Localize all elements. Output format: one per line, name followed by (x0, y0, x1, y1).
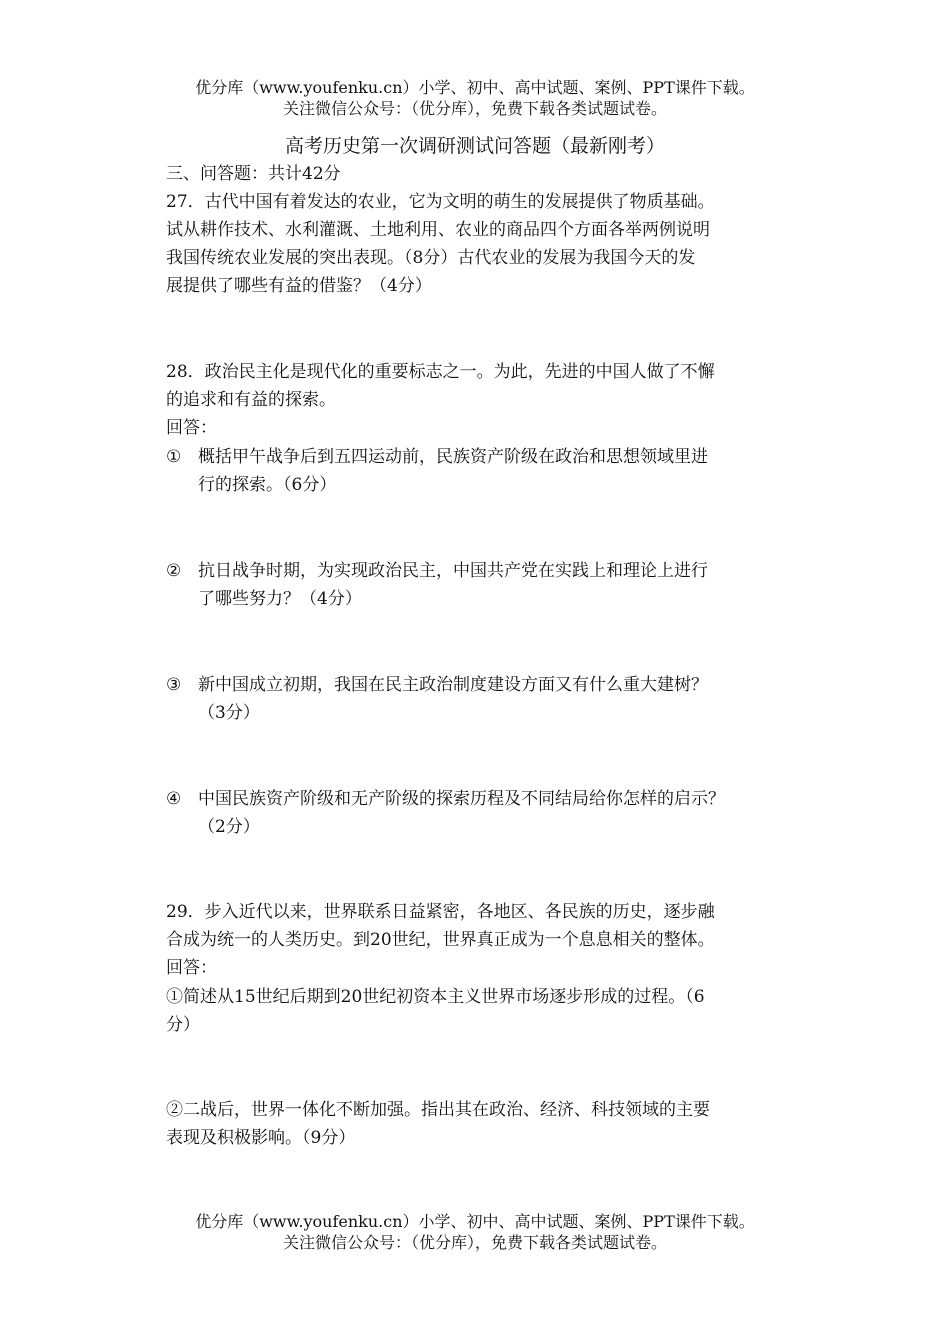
q28-item-4 (166, 785, 806, 841)
q29-item-2-line-2: 表现及积极影响。（9分） (166, 1128, 356, 1148)
q29-item-2-line-1: ②二战后，世界一体化不断加强。指出其在政治、经济、科技领域的主要 (166, 1100, 710, 1120)
q29-line-1: 29．步入近代以来，世界联系日益紧密，各地区、各民族的历史，逐步融 (166, 902, 715, 922)
q29-item-1-line-2: 分） (166, 1015, 200, 1035)
footer-line-2: 关注微信公众号：（优分库），免费下载各类试题试卷。 (282, 1233, 667, 1252)
q28-item-1 (166, 443, 806, 499)
q27-line-2: 试从耕作技术、水利灌溉、土地利用、农业的商品四个方面各举两例说明 (166, 220, 710, 240)
q28-item-1-line-1: 概括甲午战争后到五四运动前，民族资产阶级在政治和思想领域里进 (198, 447, 708, 467)
q28-item-3-line-2: （3分） (198, 703, 260, 723)
q28-item-1-line-2: 行的探索。（6分） (198, 475, 337, 495)
header-line-2: 关注微信公众号：（优分库），免费下载各类试题试卷。 (282, 99, 667, 118)
q29-answer-label: 回答： (166, 958, 217, 978)
q28-line-2: 的追求和有益的探索。 (166, 390, 336, 410)
q28-item-4-line-1: 中国民族资产阶级和无产阶级的探索历程及不同结局给你怎样的启示？ (198, 789, 725, 809)
q27-line-3: 我国传统农业发展的突出表现。（8分）古代农业的发展为我国今天的发 (166, 248, 696, 268)
item-marker: ③ (166, 675, 182, 695)
section-heading: 三、问答题：共计42分 (166, 164, 341, 184)
q27-line-1: 27．古代中国有着发达的农业，它为文明的萌生的发展提供了物质基础。 (166, 192, 715, 212)
q28-answer-label: 回答： (166, 418, 217, 438)
header-line-1: 优分库（www.youfenku.cn）小学、初中、高中试题、案例、PPT课件下载。 (195, 78, 755, 97)
q27-line-4: 展提供了哪些有益的借鉴？（4分） (166, 276, 432, 296)
q28-item-3 (166, 671, 806, 727)
item-marker: ② (166, 561, 182, 581)
item-marker: ① (166, 447, 182, 467)
page-title: 高考历史第一次调研测试问答题（最新刚考） (284, 135, 665, 157)
item-marker: ④ (166, 789, 182, 809)
q28-item-3-line-1: 新中国成立初期，我国在民主政治制度建设方面又有什么重大建树？ (198, 675, 708, 695)
q28-line-1: 28．政治民主化是现代化的重要标志之一。为此，先进的中国人做了不懈 (166, 362, 715, 382)
q28-item-2-line-2: 了哪些努力？（4分） (198, 589, 362, 609)
q29-line-2: 合成为统一的人类历史。到20世纪，世界真正成为一个息息相关的整体。 (166, 930, 715, 950)
q28-item-2-line-1: 抗日战争时期，为实现政治民主，中国共产党在实践上和理论上进行 (198, 561, 708, 581)
q28-item-4-line-2: （2分） (198, 817, 260, 837)
footer-line-1: 优分库（www.youfenku.cn）小学、初中、高中试题、案例、PPT课件下载。 (195, 1212, 755, 1231)
q28-item-2 (166, 557, 806, 613)
q29-item-1-line-1: ①简述从15世纪后期到20世纪初资本主义世界市场逐步形成的过程。（6 (166, 987, 705, 1007)
